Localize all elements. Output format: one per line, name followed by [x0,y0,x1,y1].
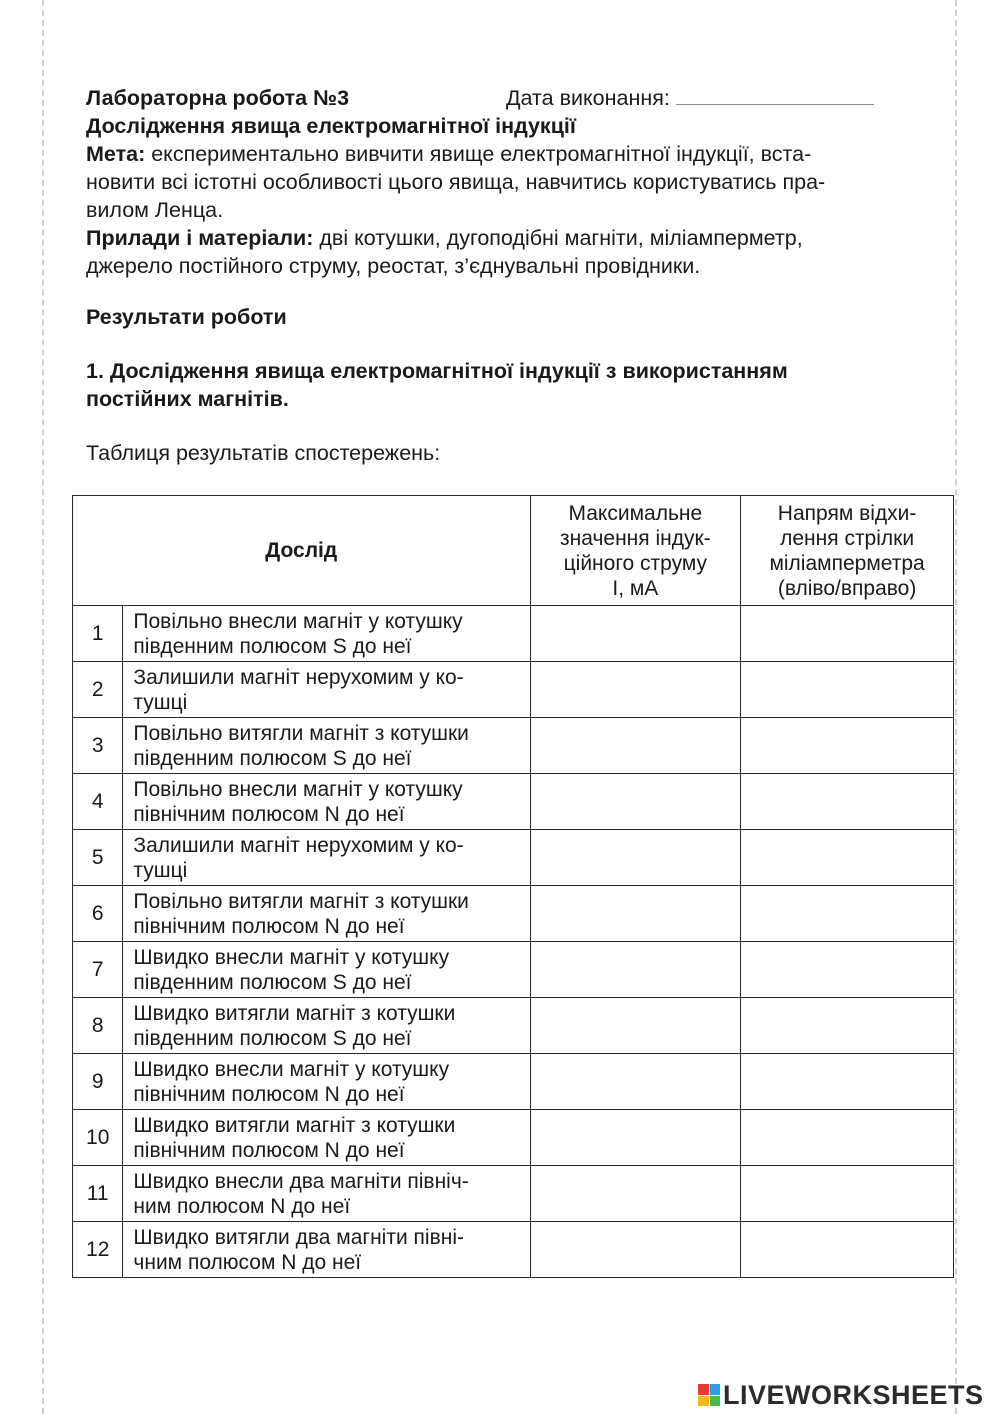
materials-text-1: дві котушки, дугоподібні магніти, міліамперметр, [319,226,803,250]
row-description-line: тушці [133,858,188,882]
row-description-line: Швидко внесли магніт у котушку [133,945,450,969]
results-title: Результати роботи [86,305,287,329]
table-header-row [73,496,954,606]
liveworksheets-logo [698,1380,984,1410]
current-answer-cell[interactable] [530,886,741,942]
lab-subtitle: Дослідження явища електромагнітної індукції [86,114,576,138]
right-cut-line [955,0,957,1414]
col-header-direction [741,496,954,606]
current-answer-cell[interactable] [530,830,741,886]
current-answer-cell[interactable] [530,1054,741,1110]
col-header-current [530,496,741,606]
goal-line-3: вилом Ленца. [86,198,224,222]
col-current-line: Максимальне [568,501,703,525]
direction-answer-cell[interactable] [741,662,954,718]
table-row [73,1054,954,1110]
row-description-line: Залишили магніт нерухомим у ко- [133,833,464,857]
col-current-line: значення індук- [560,526,711,550]
row-description-line: Повільно внесли магніт у котушку [133,777,463,801]
row-number: 3 [73,718,123,774]
row-description-line: південним полюсом S до неї [133,970,412,994]
row-description [123,1166,530,1222]
section-1-line-2: постійних магнітів. [86,387,289,411]
direction-answer-cell[interactable] [741,1222,954,1278]
date-label: Дата виконання: [506,86,670,110]
goal-line-1 [86,140,926,168]
row-number: 6 [73,886,123,942]
current-answer-cell[interactable] [530,662,741,718]
row-description-line: південним полюсом S до неї [133,746,412,770]
materials-line-1 [86,224,926,252]
current-answer-cell[interactable] [530,942,741,998]
row-description-line: південним полюсом S до неї [133,634,412,658]
row-number: 4 [73,774,123,830]
current-answer-cell[interactable] [530,774,741,830]
row-number: 8 [73,998,123,1054]
row-description-line: ним полюсом N до неї [133,1194,351,1218]
materials-line-2: джерело постійного струму, реостат, з’єднувальні провідники. [86,254,701,278]
worksheet-header [86,84,926,280]
row-number: 7 [73,942,123,998]
current-answer-cell[interactable] [530,1222,741,1278]
table-row [73,998,954,1054]
row-number: 1 [73,606,123,662]
lab-title: Лабораторна робота №3 [86,86,350,110]
table-row [73,942,954,998]
col-current-line: І, мА [612,576,659,600]
row-description-line: північним полюсом N до неї [133,802,405,826]
section-1-heading [86,357,916,413]
row-description [123,606,530,662]
direction-answer-cell[interactable] [741,998,954,1054]
direction-answer-cell[interactable] [741,886,954,942]
table-row [73,718,954,774]
row-description-line: Швидко витягли два магніти півні- [133,1225,464,1249]
row-description [123,942,530,998]
row-description [123,662,530,718]
current-answer-cell[interactable] [530,1110,741,1166]
row-description-line: Швидко внесли магніт у котушку [133,1057,450,1081]
col-direction-line: Напрям відхи- [777,501,917,525]
row-description-line: Швидко витягли магніт з котушки [133,1113,456,1137]
direction-answer-cell[interactable] [741,718,954,774]
goal-line-2: новити всі істотні особливості цього явища, навчитись користуватись пра- [86,170,826,194]
row-description-line: північним полюсом N до неї [133,1082,405,1106]
section-1-line-1: 1. Дослідження явища електромагнітної індукції з використанням [86,359,788,383]
direction-answer-cell[interactable] [741,1166,954,1222]
materials-label: Прилади і матеріали: [86,226,314,250]
date-field [506,84,874,112]
table-row [73,1222,954,1278]
row-number: 2 [73,662,123,718]
row-description [123,830,530,886]
current-answer-cell[interactable] [530,606,741,662]
col-header-experiment: Дослід [73,496,531,606]
row-description [123,774,530,830]
direction-answer-cell[interactable] [741,830,954,886]
row-number: 11 [73,1166,123,1222]
table-row [73,774,954,830]
direction-answer-cell[interactable] [741,774,954,830]
row-description-line: північним полюсом N до неї [133,914,405,938]
row-description-line: тушці [133,690,188,714]
row-description [123,998,530,1054]
col-direction-line: (вліво/вправо) [777,576,917,600]
table-row [73,1110,954,1166]
current-answer-cell[interactable] [530,1166,741,1222]
direction-answer-cell[interactable] [741,606,954,662]
row-description-line: Швидко внесли два магніти північ- [133,1169,469,1193]
row-number: 9 [73,1054,123,1110]
direction-answer-cell[interactable] [741,942,954,998]
row-description [123,718,530,774]
goal-label: Мета: [86,142,146,166]
logo-icon [698,1384,720,1406]
row-number: 12 [73,1222,123,1278]
direction-answer-cell[interactable] [741,1110,954,1166]
row-description [123,1054,530,1110]
logo-text: LIVEWORKSHEETS [723,1379,984,1410]
current-answer-cell[interactable] [530,998,741,1054]
row-description-line: чним полюсом N до неї [133,1250,362,1274]
row-description [123,886,530,942]
table-row [73,886,954,942]
direction-answer-cell[interactable] [741,1054,954,1110]
row-description-line: південним полюсом S до неї [133,1026,412,1050]
col-current-line: ційного струму [563,551,708,575]
current-answer-cell[interactable] [530,718,741,774]
row-number: 5 [73,830,123,886]
table-row [73,606,954,662]
col-direction-line: міліамперметра [769,551,925,575]
row-description-line: Залишили магніт нерухомим у ко- [133,665,464,689]
goal-text-1: експериментально вивчити явище електромагнітної індукції, вста- [151,142,812,166]
row-number: 10 [73,1110,123,1166]
row-description-line: Повільно витягли магніт з котушки [133,721,469,745]
row-description [123,1222,530,1278]
date-input-line[interactable] [676,84,874,105]
row-description-line: північним полюсом N до неї [133,1138,405,1162]
row-description-line: Швидко витягли магніт з котушки [133,1001,456,1025]
table-row [73,830,954,886]
results-table [72,495,954,1278]
row-description-line: Повільно витягли магніт з котушки [133,889,469,913]
table-caption: Таблиця результатів спостережень: [86,441,441,465]
table-row [73,1166,954,1222]
row-description [123,1110,530,1166]
col-direction-line: лення стрілки [780,526,915,550]
left-cut-line [42,0,44,1414]
table-row [73,662,954,718]
row-description-line: Повільно внесли магніт у котушку [133,609,463,633]
